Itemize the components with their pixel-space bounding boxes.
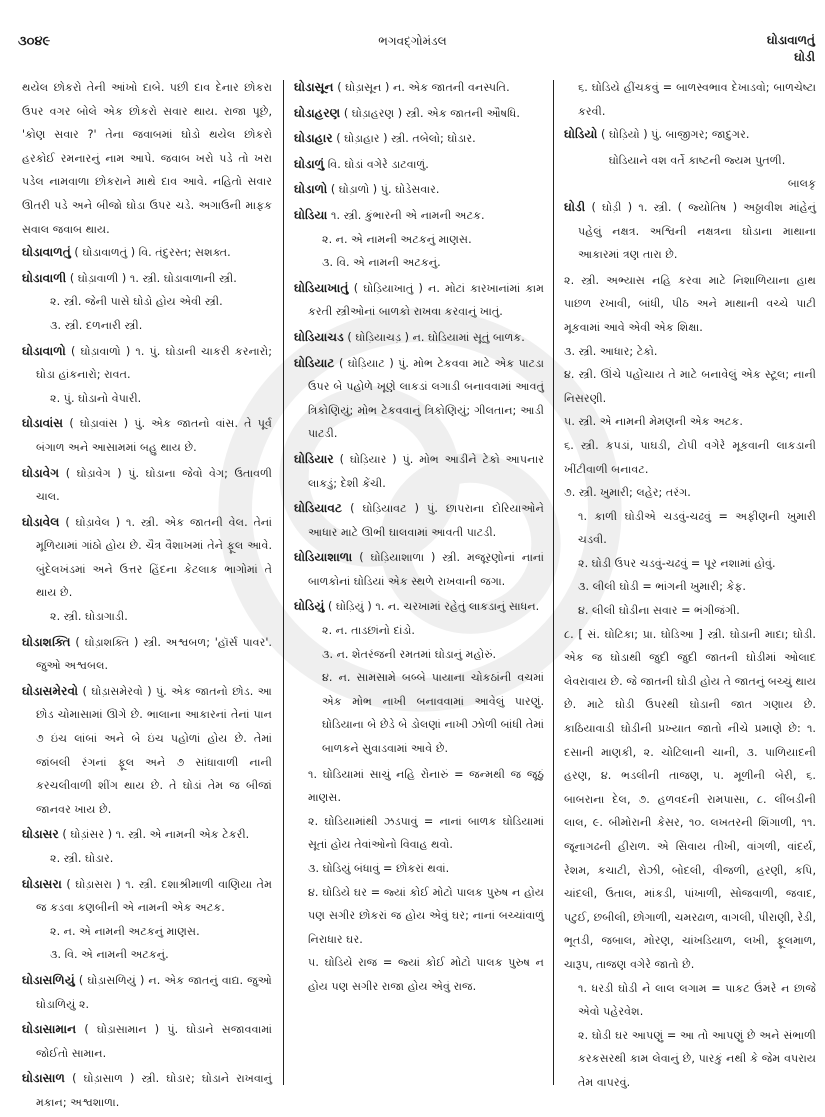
dictionary-entry [294,153,544,177]
column-divider [553,80,554,1085]
idiom: ૪. લીલી ઘોડીના સવાર = ભંગીજંગી. [578,604,740,618]
headword: ઘોડાવેલ [22,514,60,529]
headword: ઘોડાસૂન [294,80,334,94]
headword: ઘોડાહાર [294,131,333,146]
sense: ૬. સ્ત્રી. કપડાં, પાઘડી, ટોપી વગેરે મૂકવાની લાકડાની ખીંટીવાળી બનાવટ. [564,438,816,476]
headword: ઘોડાશક્તિ [22,634,71,649]
headword: ઘોડાસામાન [22,1022,77,1037]
definition: વિ. ઘોડાં વગેરે ડાટવાળું. [327,157,429,171]
sense: ૭. સ્ત્રી. ખુમારી; લહેર; તરંગ. [564,486,691,500]
column-1 [22,76,272,1117]
definition: ( ઘોડ઼િયાચડ઼ ) ન. ઘોડિયામાં સૂતું બાળક. [347,330,525,344]
sub-sense: ૩. વિ. એ નામની અટકનું. [50,948,169,962]
idiom: ૪. ઘોડિયે ઘર = જ્યાં કોઈ મોટો પાલક પુરુષ ન હોય પણ સગીર છોકરાં જ હોય એવું ઘર; નાનાં બચ્ચાંવાળું નિરાધાર ઘર. [308,885,544,946]
headword: ઘોડિયું [294,599,325,614]
sense-list [564,269,816,505]
dictionary-entry [294,178,544,202]
dictionary-entry [294,546,544,593]
definition: ( ઘોડ઼ાસામાન ) પું. ઘોડાને સજાવવામાં જોઈતો સામાન. [36,1023,272,1060]
sense: ૩. સ્ત્રી. આધાર; ટેકો. [564,344,658,358]
sense: ૫. સ્ત્રી. એ નામની મેમણની એક અટક. [564,415,743,429]
dictionary-entry [294,76,544,100]
definition: ( ઘોડ઼િયાશાળા ) સ્ત્રી. મજૂરણોનાં નાનાં બાળકોનાં ઘોડિયાં એક સ્થળે રાખવાની જગા. [308,551,545,588]
dictionary-entry [294,448,544,495]
headword: ઘોડાસાળ [22,1071,66,1086]
sub-sense: ૨. પું. ઘોડાનો વેપારી. [50,391,142,405]
definition: ( ઘોડ઼િયાવટ ) પું. છાપરાના દોરિયાઓને આધાર માટે ઊભી ઘાલવામાં આવતી પાટડી. [308,502,544,539]
idiom: ૨. ઘોડિયામાંથી ઝડપાવું = નાનાં બાળક ઘોડિયામાં સૂતાં હોય તેવાંઓનો વિવાહ થવો. [308,814,544,852]
dictionary-entry [294,277,544,324]
definition: ( ઘોડ઼ાસરા ) ૧. સ્ત્રી. દશાશ્રીમાળી વાણિયા તેમ જ કડવા કણબીની એ નામની એક અટક. [36,877,272,915]
headword: ઘોડાવેગ [22,465,60,480]
headword: ઘોડિયાખાતું [294,280,349,295]
headword: ઘોડાહરણ [294,105,341,120]
dictionary-entry [294,204,544,275]
headword: ઘોડાવાળો [22,343,66,358]
headword: ઘોડિયો [564,127,598,142]
definition: ( ઘોડ઼ાંસર ) ૧. સ્ત્રી. એ નામની એક ટેકરી. [62,828,250,842]
idiom: ૧. ધરડી ઘોડી ને લાલ લગામ = પાકટ ઉંમરે ન છાજે એવો પહેરવેશ. [578,981,816,1019]
entry-list [294,76,544,761]
definition: ( ઘોડ઼ાસાળ ) સ્ત્રી. ઘોડાર; ઘોડાને રાખવાનું મકાન; અશ્વશાળા. [36,1072,272,1109]
dictionary-entry [294,497,544,544]
definition: ( ઘોડ઼ાસળિયું ) ન. એક જાતનું વાદ્ય. જુઓ ઘોડાળિયું ૨. [36,973,272,1011]
sense: ૨. સ્ત્રી. અભ્યાસ નહિ કરવા માટે નિશાળિયાના હાથ પાછળ રખાવી, બાંધી, પીઠ અને માથાની વચ્ચે પાટી મૂકવામાં આવે એવી એક શિક્ષા. [564,273,816,334]
quotation: ઘોડિયાને વશ વર્તે કાષ્ટની જ્યમ પુતળી. [608,153,786,167]
idiom: ૩. ઘોડિયું બંધાવું = છોકરાં થવાં. [308,862,450,875]
dictionary-entry [294,326,544,350]
sub-sense: ૨. સ્ત્રી. જેની પાસે ઘોડો હોય એવી સ્ત્રી. [50,295,223,309]
page-header [0,0,825,70]
entry-list [22,241,272,1114]
idiom-list [564,977,816,1095]
sub-sense: ૨. ન. તાડછાંનો દાંડો. [322,624,415,638]
headword: ઘોડાસર [22,827,59,842]
dictionary-entry [22,969,272,1016]
definition: ( ઘોડ઼ાવાળો ) ૧. પું. ઘોડાની ચાકરી કરનારો; ઘોડા હાંકનારો; રાવત. [36,344,272,382]
sub-sense: ૩. ન. શેતરંજની રમતમાં ઘોડાનું મહોરું. [322,647,497,661]
sub-sense: ૩. વિ. એ નામની અટકનું. [322,256,441,270]
sub-sense: ૪. ન. સામસામે બબ્બે પાયાના ચોકઠાંની વચમાં એક મોભ નાખી બનાવવામાં આવેલું પારણું. ઘોડિયાના બે છેડે બે ડોલણાં નાખી ઝોળી બાંધી તેમાં બાળકને સુવાડવામાં આવે છે. [322,671,544,756]
headword: ઘોડાવાળતું [22,245,71,260]
dictionary-entry [22,241,272,265]
guide-word-bottom: ઘોડી [794,50,815,64]
definition: ( ઘોડ઼િયાર ) પું. મોભ આડીને ટેકો આપનાર લાકડું; દેશી કેંચી. [308,452,545,490]
dictionary-entry [294,127,544,151]
definition: ( ઘોડ઼િયાખાતું ) ન. મોટાં કારખાનાંમાં કામ કરતી સ્ત્રીઓનાં બાળકો રાખવા કરવાનું ખાતું. [308,281,544,319]
headword: ઘોડિયાચડ [294,329,344,344]
quotation-source: બાલકૃ [787,177,816,191]
sub-sense: ૨. સ્ત્રી. ઘોડાર. [50,852,114,865]
idiom-list [564,505,816,623]
dictionary-entry [22,1018,272,1065]
idiom-continuation: ૬. ઘોડિયે હીંચકવું = બાળસ્વભાવ દેખાડવો; બાળચેષ્ટા કરવી. [578,81,816,118]
headword: ઘોડિયાટ [294,355,335,370]
definition: ( ઘોડ઼ાળો ) પું. ઘોડેસવાર. [330,183,440,197]
column-2 [294,76,544,999]
dictionary-entry [22,267,272,338]
column-3 [564,76,816,1095]
dictionary-entry [22,412,272,459]
definition: ( ઘોડ઼િયાટ ) પું. મોભ ટેકવવા માટે એક પાટડા ઉપર બે પહોળે ખૂણે લાકડાં લગાડી બનાવવામાં આવતું ત્રિકોણિયું; મોભ ટેકવવાનું ત્રિકોણિયું; ગીલતાન; આડી પાટડી. [308,356,544,441]
headword: ઘોડી [564,199,586,214]
dictionary-entry [22,462,272,509]
idiom: ૨. ઘોડી ઉપર ચડવું-ચઢવું = પૂર નશામાં હોવું. [578,556,776,570]
sense-8: ૮. [ સં. ઘોટિકા; પ્રા. ઘોડિઆ ] સ્ત્રી. ઘોડાની માદા; ઘોડી. એક જ ઘોડાથી જુદી જુદી જાતની ઘોડીમાં ઓલાદ લેવરાવાય છે. જે જાતની ઘોડી હોય તે જાતનું બચ્ચું થાય છે. માટે ઘોડી ઉપરથી ઘોડાની જાત ગણાય છે. કાઠિયાવાડી ઘોડીની પ્રખ્યાત જાતો નીચે પ્રમાણે છે: ૧. દસાની માણકી, ૨. ચોટિલાની ચાની, ૩. પાળિયાદની હરણ, ૪. ભડલીની તાજણ, ૫. મૂળીની બેરી, ૬. બાબરાના દેલ, ૭. હળવદની રામપાસા, ૮. લીંબડીની લાલ, ૯. બીમોરાની કેસર, ૧૦. લખતરની શિંગાળી, ૧૧. જૂનાગઢની હીરાળ. એ સિવાય તીખી, વાંગળી, વાંદર્ય, રેશમ, કચાટી, રોઝી, બોદલી, વીજળી, હરણી, કપિ, ચાંદલી, ઉતાલ, માંકડી, પાંખાળી, સોજવાળી, જવાદ, પટુઈ, છબીલી, છોગાળી, ચમરઢાળ, વાગલી, પીરાણી, રેડી, ભૂતડી, જબાલ, મોરણ, ચાંખડિયાળ, લખી, ફૂલમાળ, ચારૂપ, તાજણ વગેરે જાતો છે. [564,627,816,971]
definition: ( ઘોડ઼ાસૂન ) ન. એક જાતની વનસ્પતિ. [337,81,510,94]
definition: ( ઘોડ઼ી ) ૧. સ્ત્રી. ( જ્યોતિષ ) અઠ્ઠાવીશ માંહેનું પહેલું નક્ષત્ર. અશ્વિની નક્ષત્રના ઘોડાના માથાના આકારમાં ત્રણ તારા છે. [578,200,816,262]
definition: ( ઘોડ઼ાહરણ ) સ્ત્રી. એક જાતની ઔષધિ. [343,106,520,120]
headword: ઘોડાળું [294,156,325,171]
idiom: ૨. ઘોડી ઘર આપણું = આ તો આપણું છે અને સંભાળી કરકસરથી કામ લેવાનું છે, પારકું નથી કે જેમ વપરાય તેમ વાપરવું. [578,1028,816,1089]
headword: ઘોડિયાર [294,451,334,466]
definition: ( ઘોડ઼િયું ) ૧. ન. ચરખામાં રહેતું લાકડાનું સાધન. [328,600,540,614]
column-divider [283,80,284,1085]
definition: ૧. સ્ત્રી. કુંભારની એ નામની અટક. [330,208,485,222]
headword: ઘોડાસરા [22,876,62,891]
definition: ( ઘોડ઼ાશક્તિ ) સ્ત્રી. અશ્વબળ; 'હૉર્સ પાવર'. જુઓ અશ્વબલ. [36,635,272,673]
idiom: ૧. કાળી ઘોડીએ ચડવું-ચઢવું = અફીણની ખુમારી ચડવી. [578,509,816,547]
definition: ( ઘોડ઼ાવેગ ) પું. ઘોડાના જેવો વેગ; ઉતાવળી ચાલ. [36,466,272,504]
sub-sense: ૨. ન. એ નામની અટકનું માણસ. [322,232,472,246]
dictionary-entry [22,340,272,411]
headword: ઘોડાસમેરવો [22,683,79,698]
dictionary-entry [564,196,816,267]
definition: ( ઘોડ઼ાહાર ) સ્ત્રી. તબેલો; ઘોડાર. [336,132,476,146]
sub-sense: ૩. સ્ત્રી. દળનારી સ્ત્રી. [50,318,143,332]
sense: ૪. સ્ત્રી. ઊંચે પહોંચાય તે માટે બનાવેલું એક સ્ટૂલ; નાની નિસરણી. [564,368,816,405]
idiom-list [294,763,544,999]
dictionary-entry [22,631,272,678]
definition: ( ઘોડ઼ાવાળી ) ૧. સ્ત્રી. ઘોડાવાળાની સ્ત્રી. [69,271,237,285]
headword: ઘોડાસળિયું [22,972,75,987]
headword: ઘોડિયા [294,207,328,222]
headword: ઘોડિયાવટ [294,501,343,516]
dictionary-entry [294,595,544,760]
idiom: ૩. લીલી ઘોડી = ભાંગની ખુમારી; કેફ. [578,580,746,594]
continuation-text: થયેલ છોકરો તેની આંખો દાબે. પછી દાવ દેનાર છોકરા ઉપર વગર બોલે એક છોકરો સવાર થાય. રાજા પૂછે, 'કોણ સવાર ?' તેના જવાબમાં ઘોડો થયેલ છોકરો હરકોઈ રમનારનું નામ આપે. જવાબ ખરો પડે તો ખરા પડેલ નામવાળા છોકરાને માથે દાવ આવે. નહિતો સવાર ઊતરી પડે અને બીજો ઘોડા ઉપર ચડે. અગાઉની માફક સવાલ જવાબ થાય. [22,81,272,236]
definition: ( ઘોડ઼િયો ) પું. બાજીગર; જાદુગર. [601,128,750,142]
dictionary-entry [22,823,272,870]
idiom: ૫. ઘોડિયે રાજ = જ્યાં કોઈ મોટો પાલક પુરુષ ન હોય પણ સગીર રાજા હોય એવું રાજ. [308,956,544,993]
dictionary-entry [22,873,272,967]
headword: ઘોડાવાળી [22,270,67,285]
headword: ઘોડાળો [294,182,328,197]
page-number: ૩૦૪૯ [18,34,51,49]
dictionary-entry [294,102,544,126]
dictionary-entry [294,352,544,446]
sub-sense: ૨. સ્ત્રી. ઘોડાગાડી. [50,610,128,624]
definition: ( ઘોડ઼ાવાંસ ) પું. એક જાતનો વાંસ. તે પૂર્વ બંગાળ અને આસામમાં બહુ થાય છે. [36,417,272,454]
headword: ઘોડાવાંસ [22,416,64,431]
guide-word-top: ઘોડાવાળતું [766,33,815,47]
dictionary-entry [22,680,272,822]
sub-sense: ૨. ન. એ નામની અટકનું માણસ. [50,924,200,938]
idiom: ૧. ઘોડિયામાં સાચું નહિ રોનારું = જન્મથી જ જૂઠું માણસ. [308,767,544,805]
dictionary-entry [564,123,816,147]
headword: ઘોડિયાશાળા [294,550,353,565]
definition: ( ઘોડ઼ાવેલ ) ૧. સ્ત્રી. એક જાતની વેલ. તેનાં મૂળિયામાં ગાંઠો હોય છે. ચૈત્ર વૈશાખમાં તેને ફૂલ આવે. બુંદેલખંડમાં અને ઉત્તર હિંદના કેટલાક ભાગોમાં તે થાય છે. [36,515,272,600]
book-title: ભગવદ્ગોમંડલ [378,34,447,48]
dictionary-entry [22,1067,272,1114]
definition: ( ઘોડાવાળતું ) વિ. તંદુરસ્ત; સશક્ત. [74,246,231,260]
dictionary-entry [22,511,272,629]
definition: ( ઘોડ઼ાસમેરવો ) પું. એક જાતનો છોડ. આ છોડ ચોમાસામાં ઊગે છે. ભાલાના આકારનાં તેનાં પાન ૭ ઇંચ લાંબાં અને બે ઇંચ પહોળાં હોય છે. તેમાં જાંબલી રંગનાં ફૂલ અને ૭ સાંધાવાળી નાની કરચલીવાળી શીંગ થાય છે. તે ઘોડાં તેમ જ બીજાં જાનવર ખાય છે. [36,684,273,816]
guide-words [767,32,815,66]
